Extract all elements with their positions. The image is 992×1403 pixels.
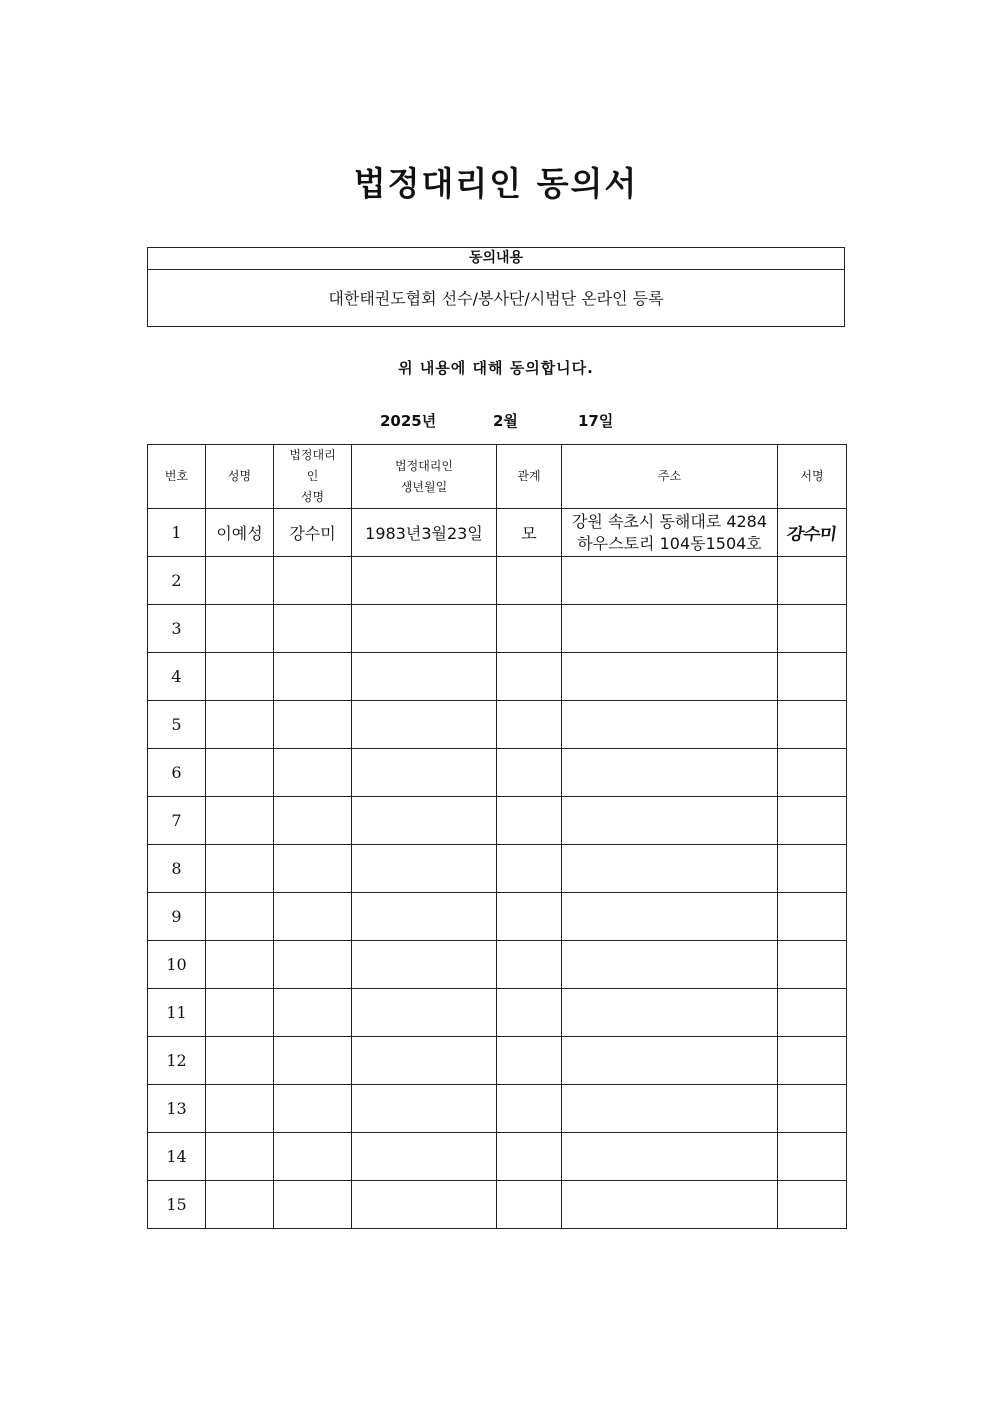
registration-table bbox=[147, 444, 847, 1229]
header-address: 주소 bbox=[562, 445, 778, 509]
cell-signature bbox=[778, 1133, 847, 1181]
cell-no: 9 bbox=[148, 893, 206, 941]
cell-address bbox=[562, 605, 778, 653]
cell-rep-name bbox=[274, 1181, 352, 1229]
cell-signature bbox=[778, 749, 847, 797]
header-rep-name-line1: 법정대리 bbox=[289, 448, 336, 462]
cell-signature bbox=[778, 1085, 847, 1133]
table-row bbox=[148, 1037, 847, 1085]
cell-name bbox=[206, 701, 274, 749]
cell-relation bbox=[497, 1181, 562, 1229]
cell-rep-name bbox=[274, 1037, 352, 1085]
table-row bbox=[148, 509, 847, 557]
cell-name bbox=[206, 1037, 274, 1085]
cell-no: 2 bbox=[148, 557, 206, 605]
cell-no: 1 bbox=[148, 509, 206, 557]
cell-rep-birth bbox=[352, 605, 497, 653]
cell-relation bbox=[497, 893, 562, 941]
cell-name bbox=[206, 749, 274, 797]
cell-no: 7 bbox=[148, 797, 206, 845]
cell-rep-birth bbox=[352, 653, 497, 701]
cell-relation bbox=[497, 989, 562, 1037]
date-day: 17일 bbox=[578, 412, 614, 430]
consent-content: 대한태권도협회 선수/봉사단/시범단 온라인 등록 bbox=[328, 289, 664, 308]
header-signature: 서명 bbox=[778, 445, 847, 509]
table-row bbox=[148, 893, 847, 941]
table-row bbox=[148, 941, 847, 989]
cell-signature bbox=[778, 1037, 847, 1085]
document-title: 법정대리인 동의서 bbox=[353, 164, 639, 203]
cell-name bbox=[206, 557, 274, 605]
cell-rep-name bbox=[274, 653, 352, 701]
cell-address bbox=[562, 1037, 778, 1085]
cell-name bbox=[206, 941, 274, 989]
cell-signature bbox=[778, 893, 847, 941]
cell-rep-birth bbox=[352, 845, 497, 893]
cell-signature bbox=[778, 509, 847, 557]
table-row bbox=[148, 701, 847, 749]
cell-rep-name bbox=[274, 1085, 352, 1133]
cell-rep-name bbox=[274, 605, 352, 653]
table-row bbox=[148, 1085, 847, 1133]
cell-no: 5 bbox=[148, 701, 206, 749]
table-row bbox=[148, 989, 847, 1037]
table-row bbox=[148, 1181, 847, 1229]
cell-name bbox=[206, 605, 274, 653]
cell-rep-birth bbox=[352, 557, 497, 605]
cell-signature bbox=[778, 605, 847, 653]
cell-rep-name bbox=[274, 749, 352, 797]
cell-name: 이예성 bbox=[206, 509, 274, 557]
cell-relation: 모 bbox=[497, 509, 562, 557]
header-rep-name bbox=[274, 445, 352, 509]
cell-rep-birth bbox=[352, 1181, 497, 1229]
cell-address bbox=[562, 1085, 778, 1133]
cell-rep-birth bbox=[352, 1133, 497, 1181]
cell-rep-birth bbox=[352, 941, 497, 989]
cell-relation bbox=[497, 797, 562, 845]
cell-no: 10 bbox=[148, 941, 206, 989]
cell-relation bbox=[497, 1133, 562, 1181]
table-row bbox=[148, 845, 847, 893]
cell-rep-birth bbox=[352, 797, 497, 845]
cell-signature bbox=[778, 701, 847, 749]
cell-address bbox=[562, 941, 778, 989]
header-no: 번호 bbox=[148, 445, 206, 509]
cell-relation bbox=[497, 1037, 562, 1085]
cell-name bbox=[206, 653, 274, 701]
cell-relation bbox=[497, 701, 562, 749]
cell-relation bbox=[497, 557, 562, 605]
cell-no: 12 bbox=[148, 1037, 206, 1085]
cell-address bbox=[562, 749, 778, 797]
cell-name bbox=[206, 845, 274, 893]
cell-relation bbox=[497, 941, 562, 989]
table-header-row bbox=[148, 445, 847, 509]
header-rep-name-line3: 성명 bbox=[300, 490, 325, 504]
cell-name bbox=[206, 797, 274, 845]
cell-name bbox=[206, 1133, 274, 1181]
cell-relation bbox=[497, 845, 562, 893]
cell-rep-birth bbox=[352, 989, 497, 1037]
handwritten-signature: 강수미 bbox=[785, 524, 838, 544]
cell-signature bbox=[778, 941, 847, 989]
cell-no: 6 bbox=[148, 749, 206, 797]
table-row bbox=[148, 797, 847, 845]
agreement-text: 위 내용에 대해 동의합니다. bbox=[398, 359, 594, 377]
cell-address bbox=[562, 1181, 778, 1229]
cell-signature bbox=[778, 845, 847, 893]
cell-address bbox=[562, 1133, 778, 1181]
cell-signature bbox=[778, 797, 847, 845]
cell-rep-birth bbox=[352, 893, 497, 941]
cell-address bbox=[562, 557, 778, 605]
cell-no: 4 bbox=[148, 653, 206, 701]
cell-rep-name bbox=[274, 845, 352, 893]
cell-address bbox=[562, 989, 778, 1037]
cell-rep-name bbox=[274, 941, 352, 989]
cell-signature bbox=[778, 989, 847, 1037]
cell-name bbox=[206, 1181, 274, 1229]
cell-rep-birth bbox=[352, 1085, 497, 1133]
cell-no: 14 bbox=[148, 1133, 206, 1181]
cell-address bbox=[562, 797, 778, 845]
cell-rep-name bbox=[274, 797, 352, 845]
table-row bbox=[148, 653, 847, 701]
cell-no: 8 bbox=[148, 845, 206, 893]
cell-no: 3 bbox=[148, 605, 206, 653]
table-row bbox=[148, 557, 847, 605]
header-name: 성명 bbox=[206, 445, 274, 509]
cell-address bbox=[562, 509, 778, 557]
cell-rep-name bbox=[274, 1133, 352, 1181]
cell-relation bbox=[497, 1085, 562, 1133]
cell-rep-name bbox=[274, 557, 352, 605]
cell-no: 15 bbox=[148, 1181, 206, 1229]
cell-signature bbox=[778, 557, 847, 605]
cell-name bbox=[206, 1085, 274, 1133]
date-year: 2025년 bbox=[380, 412, 437, 430]
cell-name bbox=[206, 989, 274, 1037]
cell-signature bbox=[778, 653, 847, 701]
header-rep-birth-line1: 법정대리인 bbox=[395, 458, 453, 473]
header-rep-birth-line2: 생년월일 bbox=[400, 479, 448, 494]
cell-rep-name bbox=[274, 893, 352, 941]
cell-relation bbox=[497, 749, 562, 797]
cell-rep-name bbox=[274, 701, 352, 749]
consent-heading: 동의내용 bbox=[148, 248, 844, 270]
cell-name bbox=[206, 893, 274, 941]
table-row bbox=[148, 605, 847, 653]
cell-relation bbox=[497, 605, 562, 653]
header-rep-birth bbox=[352, 445, 497, 509]
cell-rep-birth bbox=[352, 749, 497, 797]
cell-rep-name: 강수미 bbox=[274, 509, 352, 557]
table-row bbox=[148, 1133, 847, 1181]
table-row bbox=[148, 749, 847, 797]
cell-rep-birth bbox=[352, 701, 497, 749]
date-month: 2월 bbox=[493, 412, 518, 430]
table-body bbox=[148, 509, 847, 1229]
cell-signature bbox=[778, 1181, 847, 1229]
cell-rep-birth: 1983년3월23일 bbox=[352, 509, 497, 557]
cell-no: 13 bbox=[148, 1085, 206, 1133]
consent-box bbox=[147, 247, 845, 327]
cell-relation bbox=[497, 653, 562, 701]
header-rep-name-line2: 인 bbox=[306, 469, 319, 483]
address-line2: 하우스토리 104동1504호 bbox=[577, 533, 762, 553]
address-line1: 강원 속초시 동해대로 4284 bbox=[571, 511, 768, 531]
cell-no: 11 bbox=[148, 989, 206, 1037]
cell-address bbox=[562, 701, 778, 749]
header-relation: 관계 bbox=[497, 445, 562, 509]
cell-rep-birth bbox=[352, 1037, 497, 1085]
cell-rep-name bbox=[274, 989, 352, 1037]
cell-address bbox=[562, 893, 778, 941]
cell-address bbox=[562, 653, 778, 701]
cell-address bbox=[562, 845, 778, 893]
